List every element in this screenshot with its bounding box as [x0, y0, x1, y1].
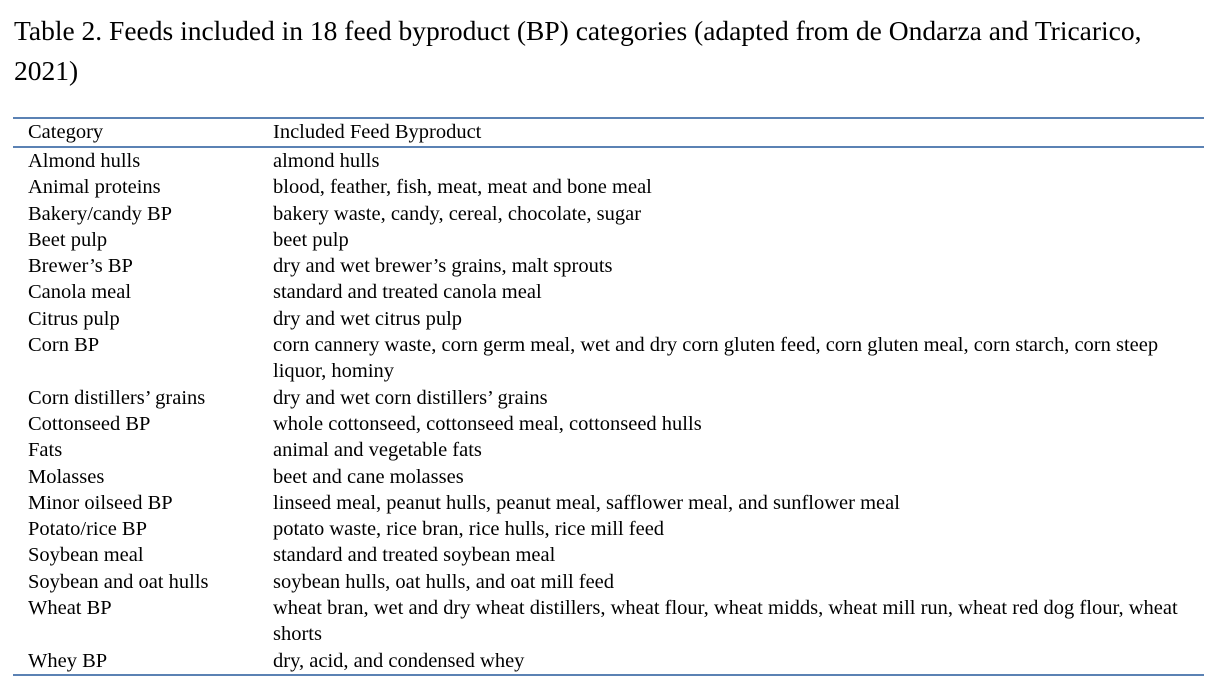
included-byproduct-cell: blood, feather, fish, meat, meat and bone meal: [273, 176, 652, 199]
included-byproduct-cell: dry and wet citrus pulp: [273, 307, 463, 330]
table-row: [13, 490, 1204, 516]
table-row: [13, 595, 1204, 648]
feed-byproduct-table: [13, 117, 1204, 676]
table-row: [13, 201, 1204, 227]
category-cell: Brewer’s BP: [28, 255, 133, 278]
table-row: [13, 464, 1204, 490]
included-byproduct-cell: dry and wet brewer’s grains, malt sprouts: [273, 255, 613, 278]
category-cell: Cottonseed BP: [28, 412, 151, 435]
feed-byproduct-table-container: [13, 117, 1204, 676]
category-cell: Fats: [28, 439, 63, 462]
table-row: [13, 279, 1204, 305]
category-cell: Minor oilseed BP: [28, 491, 173, 514]
table-row: [13, 542, 1204, 568]
table-row: [13, 253, 1204, 279]
table-row: [13, 385, 1204, 411]
included-byproduct-cell: wheat bran, wet and dry wheat distillers, wheat flour, wheat midds, wheat mill run, wheat red dog flour, wheat shorts: [273, 597, 1178, 646]
category-cell: Bakery/candy BP: [28, 202, 173, 225]
category-cell: Wheat BP: [28, 597, 112, 620]
included-byproduct-cell: beet pulp: [273, 228, 349, 251]
included-byproduct-cell: animal and vegetable fats: [273, 439, 482, 462]
included-byproduct-cell: almond hulls: [273, 150, 380, 172]
category-cell: Canola meal: [28, 281, 132, 304]
category-cell: Corn distillers’ grains: [28, 386, 206, 409]
included-byproduct-cell: beet and cane molasses: [273, 465, 464, 488]
header-included-feed-byproduct: Included Feed Byproduct: [273, 121, 482, 143]
table-row: [13, 332, 1204, 385]
table-header-row: [13, 118, 1204, 147]
table-row: [13, 516, 1204, 542]
category-cell: Soybean meal: [28, 544, 144, 567]
table-row: [13, 437, 1204, 463]
included-byproduct-cell: soybean hulls, oat hulls, and oat mill feed: [273, 570, 615, 593]
header-category: Category: [28, 121, 104, 143]
table-row: [13, 147, 1204, 174]
table-row: [13, 174, 1204, 200]
included-byproduct-cell: standard and treated soybean meal: [273, 544, 556, 567]
included-byproduct-cell: whole cottonseed, cottonseed meal, cottonseed hulls: [273, 412, 702, 435]
category-cell: Potato/rice BP: [28, 518, 148, 541]
included-byproduct-cell: standard and treated canola meal: [273, 281, 542, 304]
category-cell: Citrus pulp: [28, 307, 120, 330]
category-cell: Molasses: [28, 465, 105, 488]
table-row: [13, 648, 1204, 675]
table-row: [13, 227, 1204, 253]
table-body: [13, 147, 1204, 675]
category-cell: Beet pulp: [28, 228, 108, 251]
category-cell: Almond hulls: [28, 150, 141, 172]
included-byproduct-cell: corn cannery waste, corn germ meal, wet and dry corn gluten feed, corn gluten meal, corn starch, corn steep liquor, hominy: [273, 334, 1159, 383]
included-byproduct-cell: linseed meal, peanut hulls, peanut meal, safflower meal, and sunflower meal: [273, 491, 900, 514]
category-cell: Whey BP: [28, 649, 108, 672]
included-byproduct-cell: dry, acid, and condensed whey: [273, 649, 525, 672]
table-row: [13, 411, 1204, 437]
included-byproduct-cell: bakery waste, candy, cereal, chocolate, sugar: [273, 202, 642, 225]
table-row: [13, 306, 1204, 332]
table-caption: Table 2. Feeds included in 18 feed byproduct (BP) categories (adapted from de Ondarza and Tricarico, 2021): [14, 15, 1142, 86]
included-byproduct-cell: dry and wet corn distillers’ grains: [273, 386, 548, 409]
table-row: [13, 569, 1204, 595]
category-cell: Animal proteins: [28, 176, 161, 199]
category-cell: Corn BP: [28, 334, 100, 357]
category-cell: Soybean and oat hulls: [28, 570, 209, 593]
included-byproduct-cell: potato waste, rice bran, rice hulls, rice mill feed: [273, 518, 665, 541]
